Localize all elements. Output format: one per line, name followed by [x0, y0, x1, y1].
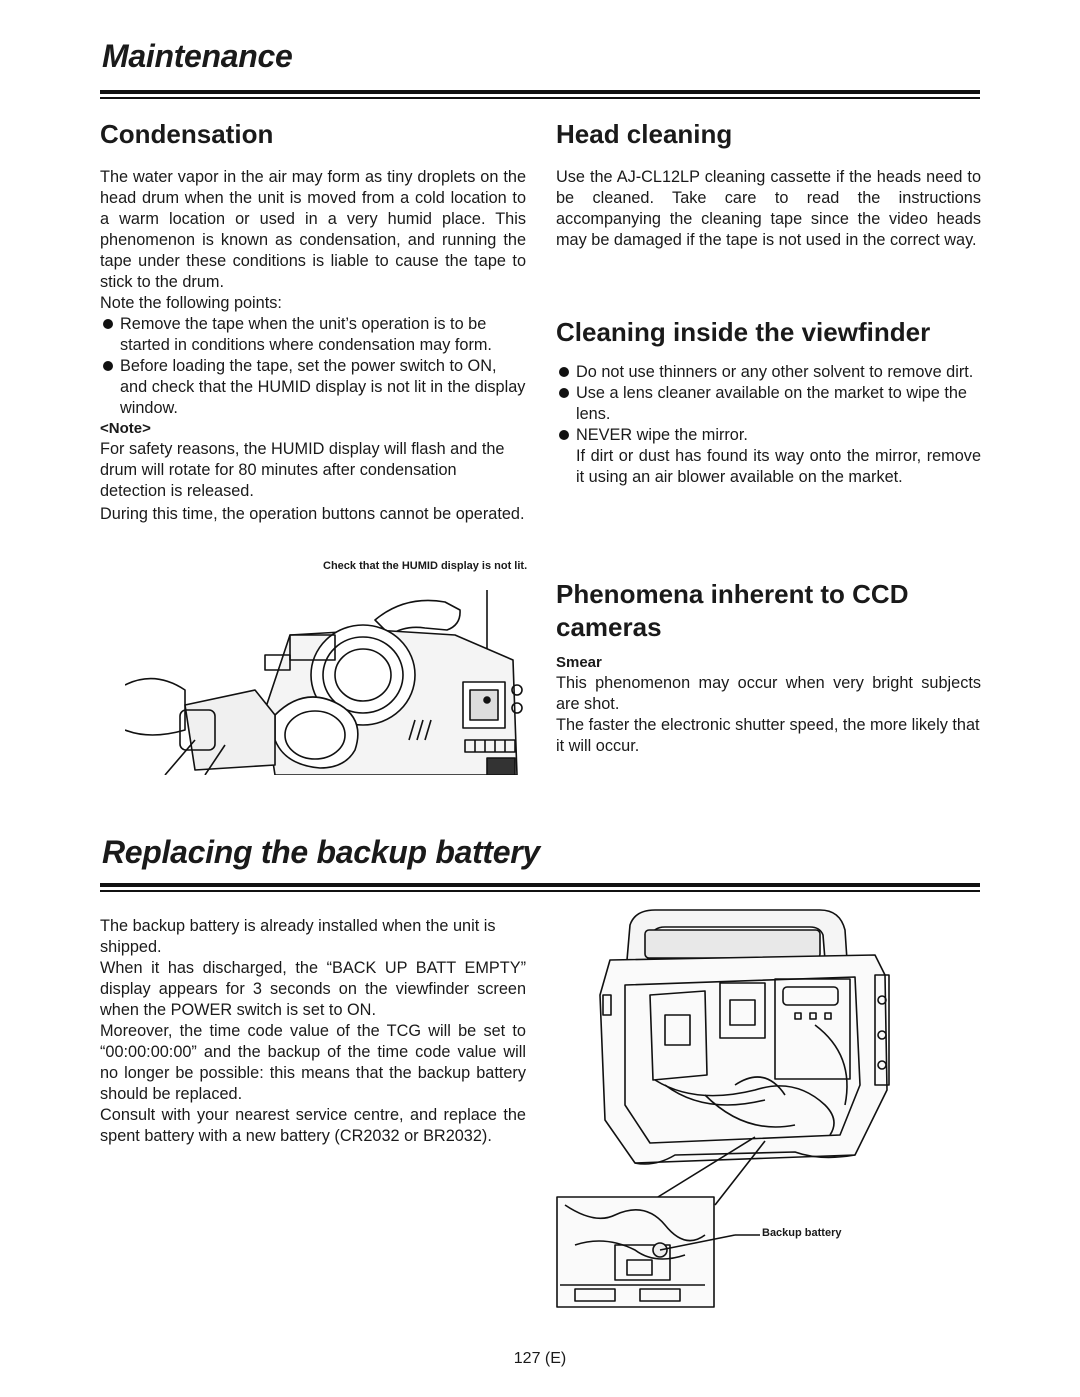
backup-battery-caption: Backup battery	[762, 1227, 842, 1239]
note-text: For safety reasons, the HUMID display will flash and the drum will rotate for 80 minutes after condensation detection is released.	[100, 439, 505, 500]
backup-rule-thick	[100, 883, 980, 887]
ccd-heading: Phenomena inherent to CCD cameras	[556, 579, 909, 642]
backup-paragraph-1: The backup battery is already installed when the unit is shipped.	[100, 917, 496, 956]
humid-figure-caption: Check that the HUMID display is not lit.	[323, 560, 528, 572]
backup-text	[100, 916, 526, 1147]
viewfinder-mirror-note: If dirt or dust has found its way onto the mirror, remove it using an air blower available on the market.	[576, 446, 981, 486]
bullet-icon	[103, 319, 113, 329]
viewfinder-heading: Cleaning inside the viewfinder	[556, 317, 931, 347]
ccd-section	[556, 578, 981, 757]
smear-subheading: Smear	[556, 654, 602, 671]
smear-paragraph-2: The faster the electronic shutter speed, the more likely that it will occur.	[556, 716, 980, 755]
page-title: Maintenance	[102, 38, 293, 74]
viewfinder-section	[556, 316, 981, 488]
bullet-icon	[559, 367, 569, 377]
backup-paragraph-2: When it has discharged, the “BACK UP BATT EMPTY” display appears for 3 seconds on the viewfinder screen when the POWER switch is set to ON.	[100, 959, 526, 1019]
condensation-note-points: Note the following points:	[100, 293, 282, 312]
condensation-heading: Condensation	[100, 119, 274, 149]
head-cleaning-heading: Head cleaning	[556, 119, 733, 149]
backup-rule-thin	[100, 890, 980, 892]
viewfinder-bullet-list	[556, 362, 981, 446]
battery-compartment-illustration	[555, 905, 900, 1310]
backup-paragraph-3: Moreover, the time code value of the TCG will be set to “00:00:00:00” and the backup of the time code value will no longer be possible: this means that the backup battery should be replaced.	[100, 1022, 526, 1103]
section-title-backup: Replacing the backup battery	[102, 834, 540, 870]
condensation-section	[100, 118, 526, 525]
page-number: 127 (E)	[513, 1350, 567, 1367]
backup-paragraph-4: Consult with your nearest service centre, and replace the spent battery with a new battery (CR2032 or BR2032).	[100, 1106, 526, 1145]
bullet-icon	[559, 430, 569, 440]
list-item: Before loading the tape, set the power switch to ON, and check that the HUMID display is not lit in the display window.	[100, 356, 526, 419]
title-rule-thin	[100, 97, 980, 99]
note-text-2: During this time, the operation buttons cannot be operated.	[100, 504, 525, 523]
list-item: Use a lens cleaner available on the market to wipe the lens.	[556, 383, 981, 425]
camera-humid-illustration	[125, 590, 530, 775]
list-item: NEVER wipe the mirror.	[556, 425, 981, 446]
head-cleaning-paragraph: Use the AJ-CL12LP cleaning cassette if the heads need to be cleaned. Take care to read the instructions accompanying the cleaning tape since the video heads may be damaged if the tape is not used in the correct way.	[556, 167, 981, 249]
condensation-paragraph: The water vapor in the air may form as tiny droplets on the head drum when the unit is moved from a cold location to a warm location or used in a very humid place. This phenomenon is known as condensation, and running the tape under these conditions is liable to cause the tape to stick to the drum.	[100, 167, 526, 291]
head-cleaning-section	[556, 118, 981, 251]
bullet-icon	[559, 388, 569, 398]
smear-paragraph-1: This phenomenon may occur when very bright subjects are shot.	[556, 674, 981, 713]
condensation-bullet-list	[100, 314, 526, 419]
title-rule-thick	[100, 90, 980, 94]
list-item: Remove the tape when the unit’s operation is to be started in conditions where condensation may form.	[100, 314, 526, 356]
bullet-icon	[103, 361, 113, 371]
note-label: <Note>	[100, 419, 151, 437]
list-item: Do not use thinners or any other solvent to remove dirt.	[556, 362, 981, 383]
